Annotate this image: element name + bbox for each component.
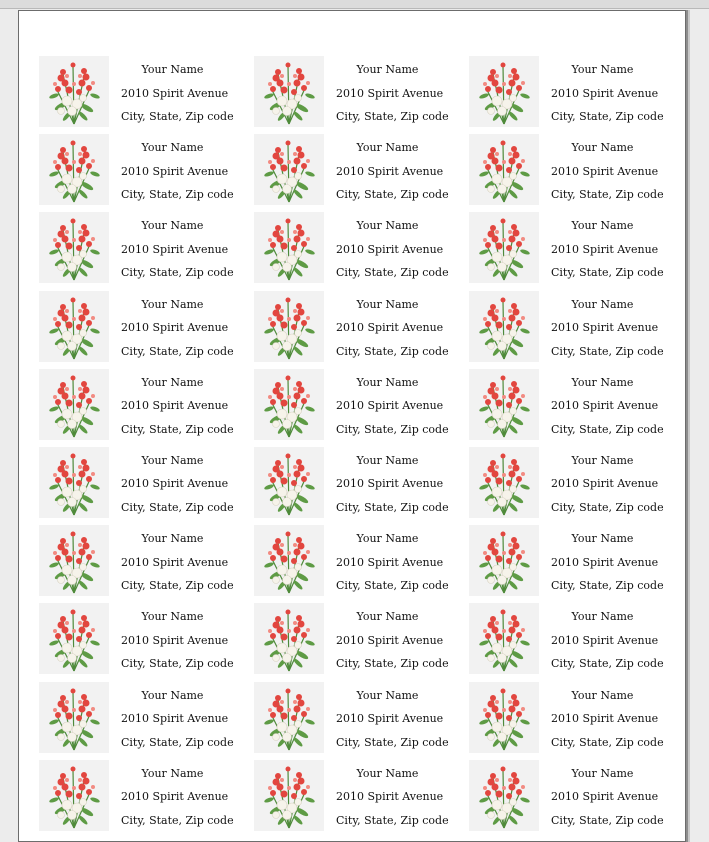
label-street: 2010 Spirit Avenue: [121, 633, 229, 647]
address-label: [39, 524, 254, 602]
label-city-state-zip: City, State, Zip code: [121, 188, 234, 202]
flower-bouquet-icon: [39, 212, 109, 283]
label-street: 2010 Spirit Avenue: [336, 712, 444, 725]
address-text-block: [551, 58, 664, 129]
address-text-block: [336, 684, 449, 755]
label-city-state-zip: City, State, Zip code: [336, 188, 449, 202]
label-city-state-zip: City, State, Zip code: [121, 500, 234, 514]
address-label: [39, 446, 254, 524]
label-street: 2010 Spirit Avenue: [551, 86, 659, 100]
label-name: Your Name: [571, 297, 634, 311]
flower-bouquet-icon: [254, 603, 324, 674]
address-label: [254, 55, 469, 133]
label-name: Your Name: [571, 219, 634, 233]
address-text-block: [121, 58, 234, 129]
flower-bouquet-icon: [39, 291, 109, 362]
label-name: Your Name: [141, 375, 204, 389]
flower-bouquet-icon: [469, 760, 539, 831]
label-city-state-zip: City, State, Zip code: [336, 657, 449, 671]
flower-bouquet-icon: [254, 682, 324, 753]
label-street: 2010 Spirit Avenue: [336, 242, 444, 256]
address-label: [39, 681, 254, 759]
label-name: Your Name: [571, 766, 634, 780]
label-name: Your Name: [141, 219, 204, 233]
label-city-state-zip: City, State, Zip code: [551, 110, 664, 123]
flower-bouquet-icon: [469, 447, 539, 518]
label-name: Your Name: [141, 63, 204, 76]
label-street: 2010 Spirit Avenue: [121, 555, 229, 569]
flower-bouquet-icon: [39, 56, 109, 127]
label-name: Your Name: [356, 453, 419, 467]
label-name: Your Name: [141, 453, 204, 467]
address-label: [254, 524, 469, 602]
label-name: Your Name: [141, 766, 204, 780]
flower-bouquet-icon: [39, 760, 109, 831]
address-label: [39, 133, 254, 211]
address-label: [39, 368, 254, 446]
address-label: [39, 290, 254, 368]
address-text-block: [121, 293, 234, 364]
flower-bouquet-icon: [254, 447, 324, 518]
label-name: Your Name: [356, 63, 419, 76]
label-city-state-zip: City, State, Zip code: [551, 422, 664, 436]
label-street: 2010 Spirit Avenue: [551, 555, 659, 569]
address-label: [469, 446, 684, 524]
label-name: Your Name: [356, 766, 419, 780]
label-street: 2010 Spirit Avenue: [121, 477, 229, 491]
address-label: [254, 602, 469, 680]
label-name: Your Name: [356, 532, 419, 546]
label-street: 2010 Spirit Avenue: [551, 164, 659, 178]
label-street: 2010 Spirit Avenue: [336, 477, 444, 491]
address-label: [254, 211, 469, 289]
flower-bouquet-icon: [39, 682, 109, 753]
address-text-block: [121, 136, 234, 207]
address-label: [469, 368, 684, 446]
label-street: 2010 Spirit Avenue: [336, 164, 444, 178]
address-text-block: [121, 684, 234, 755]
label-city-state-zip: City, State, Zip code: [551, 735, 664, 749]
address-text-block: [121, 449, 234, 520]
address-text-block: [336, 58, 449, 129]
label-city-state-zip: City, State, Zip code: [121, 110, 234, 123]
label-city-state-zip: City, State, Zip code: [551, 657, 664, 671]
address-text-block: [336, 762, 449, 833]
label-street: 2010 Spirit Avenue: [336, 399, 444, 413]
flower-bouquet-icon: [469, 682, 539, 753]
label-street: 2010 Spirit Avenue: [121, 242, 229, 256]
label-street: 2010 Spirit Avenue: [121, 321, 229, 335]
address-label: [469, 759, 684, 837]
label-name: Your Name: [356, 297, 419, 311]
label-name: Your Name: [356, 375, 419, 389]
label-street: 2010 Spirit Avenue: [551, 242, 659, 256]
label-street: 2010 Spirit Avenue: [121, 86, 229, 100]
label-name: Your Name: [571, 375, 634, 389]
label-name: Your Name: [356, 141, 419, 155]
address-label: [469, 133, 684, 211]
label-city-state-zip: City, State, Zip code: [336, 813, 449, 827]
address-text-block: [336, 527, 449, 598]
label-name: Your Name: [571, 141, 634, 155]
label-city-state-zip: City, State, Zip code: [551, 579, 664, 593]
label-street: 2010 Spirit Avenue: [121, 790, 229, 804]
address-text-block: [551, 762, 664, 833]
address-label: [469, 55, 684, 133]
address-text-block: [121, 527, 234, 598]
flower-bouquet-icon: [469, 134, 539, 205]
address-text-block: [336, 449, 449, 520]
label-street: 2010 Spirit Avenue: [336, 321, 444, 335]
address-label: [469, 211, 684, 289]
label-city-state-zip: City, State, Zip code: [551, 188, 664, 202]
label-city-state-zip: City, State, Zip code: [336, 735, 449, 749]
label-street: 2010 Spirit Avenue: [121, 164, 229, 178]
label-street: 2010 Spirit Avenue: [551, 790, 659, 804]
label-city-state-zip: City, State, Zip code: [121, 579, 234, 593]
address-text-block: [551, 371, 664, 442]
address-text-block: [551, 293, 664, 364]
address-label: [254, 681, 469, 759]
address-label: [469, 290, 684, 368]
label-street: 2010 Spirit Avenue: [336, 555, 444, 569]
flower-bouquet-icon: [39, 603, 109, 674]
flower-bouquet-icon: [469, 603, 539, 674]
address-text-block: [336, 371, 449, 442]
label-city-state-zip: City, State, Zip code: [336, 422, 449, 436]
label-name: Your Name: [141, 141, 204, 155]
label-city-state-zip: City, State, Zip code: [551, 266, 664, 280]
label-city-state-zip: City, State, Zip code: [336, 344, 449, 358]
address-label: [39, 211, 254, 289]
label-city-state-zip: City, State, Zip code: [121, 813, 234, 827]
label-name: Your Name: [141, 297, 204, 311]
address-text-block: [336, 605, 449, 676]
label-city-state-zip: City, State, Zip code: [336, 579, 449, 593]
address-label: [254, 759, 469, 837]
address-text-block: [551, 684, 664, 755]
address-text-block: [551, 136, 664, 207]
label-street: 2010 Spirit Avenue: [551, 477, 659, 491]
label-city-state-zip: City, State, Zip code: [336, 500, 449, 514]
label-city-state-zip: City, State, Zip code: [336, 110, 449, 123]
address-label: [39, 759, 254, 837]
address-label: [254, 446, 469, 524]
address-text-block: [551, 527, 664, 598]
label-city-state-zip: City, State, Zip code: [121, 266, 234, 280]
label-city-state-zip: City, State, Zip code: [121, 344, 234, 358]
label-name: Your Name: [571, 63, 634, 76]
label-city-state-zip: City, State, Zip code: [121, 422, 234, 436]
flower-bouquet-icon: [469, 525, 539, 596]
flower-bouquet-icon: [254, 134, 324, 205]
label-street: 2010 Spirit Avenue: [336, 790, 444, 804]
address-text-block: [121, 762, 234, 833]
label-name: Your Name: [141, 532, 204, 546]
label-city-state-zip: City, State, Zip code: [551, 500, 664, 514]
address-text-block: [551, 449, 664, 520]
label-name: Your Name: [571, 688, 634, 702]
address-label: [254, 368, 469, 446]
label-sheet-page: [18, 10, 686, 842]
flower-bouquet-icon: [39, 369, 109, 440]
address-label: [254, 290, 469, 368]
flower-bouquet-icon: [469, 369, 539, 440]
label-name: Your Name: [356, 610, 419, 624]
label-name: Your Name: [141, 688, 204, 702]
label-city-state-zip: City, State, Zip code: [336, 266, 449, 280]
address-label: [39, 55, 254, 133]
label-grid: [39, 55, 684, 837]
label-street: 2010 Spirit Avenue: [336, 86, 444, 100]
label-name: Your Name: [571, 610, 634, 624]
flower-bouquet-icon: [254, 56, 324, 127]
address-label: [469, 524, 684, 602]
address-text-block: [551, 214, 664, 285]
label-city-state-zip: City, State, Zip code: [551, 344, 664, 358]
label-street: 2010 Spirit Avenue: [551, 399, 659, 413]
label-street: 2010 Spirit Avenue: [551, 633, 659, 647]
flower-bouquet-icon: [469, 212, 539, 283]
label-street: 2010 Spirit Avenue: [121, 712, 229, 725]
address-label: [254, 133, 469, 211]
window-top-bar: [0, 0, 709, 9]
label-city-state-zip: City, State, Zip code: [551, 813, 664, 827]
flower-bouquet-icon: [254, 291, 324, 362]
label-name: Your Name: [356, 219, 419, 233]
address-text-block: [121, 371, 234, 442]
address-text-block: [336, 136, 449, 207]
label-name: Your Name: [571, 453, 634, 467]
label-city-state-zip: City, State, Zip code: [121, 735, 234, 749]
flower-bouquet-icon: [254, 525, 324, 596]
address-label: [39, 602, 254, 680]
label-name: Your Name: [141, 610, 204, 624]
label-street: 2010 Spirit Avenue: [121, 399, 229, 413]
address-label: [469, 602, 684, 680]
address-label: [469, 681, 684, 759]
flower-bouquet-icon: [254, 369, 324, 440]
label-street: 2010 Spirit Avenue: [551, 321, 659, 335]
flower-bouquet-icon: [39, 525, 109, 596]
address-text-block: [121, 605, 234, 676]
address-text-block: [551, 605, 664, 676]
label-name: Your Name: [571, 532, 634, 546]
label-name: Your Name: [356, 688, 419, 702]
flower-bouquet-icon: [254, 760, 324, 831]
flower-bouquet-icon: [39, 447, 109, 518]
label-street: 2010 Spirit Avenue: [551, 712, 659, 725]
address-text-block: [336, 293, 449, 364]
address-text-block: [121, 214, 234, 285]
label-street: 2010 Spirit Avenue: [336, 633, 444, 647]
flower-bouquet-icon: [39, 134, 109, 205]
flower-bouquet-icon: [469, 291, 539, 362]
label-city-state-zip: City, State, Zip code: [121, 657, 234, 671]
flower-bouquet-icon: [469, 56, 539, 127]
address-text-block: [336, 214, 449, 285]
flower-bouquet-icon: [254, 212, 324, 283]
